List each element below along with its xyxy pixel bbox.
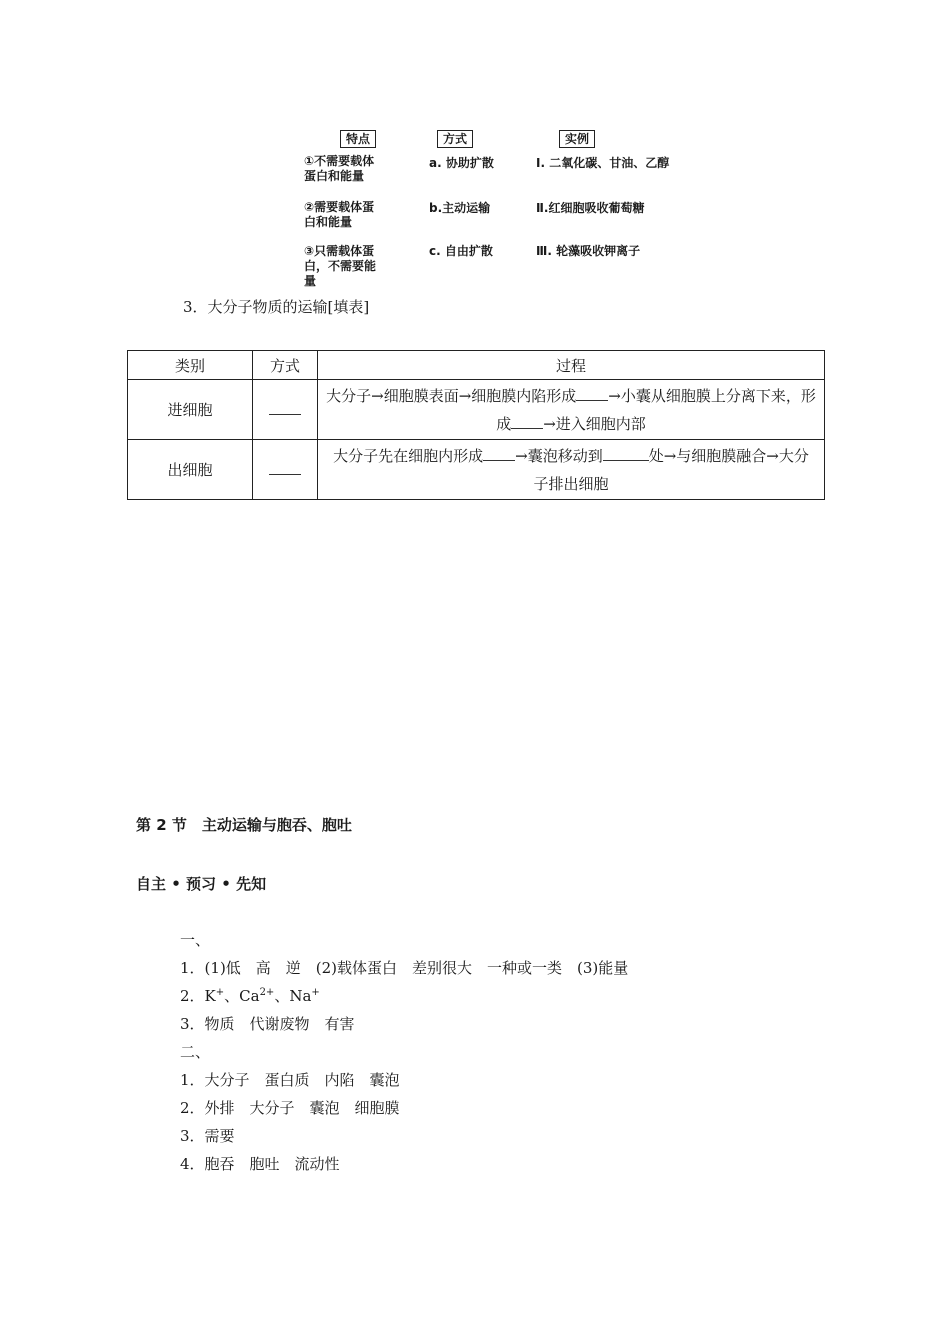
ion-ca: 、Ca	[224, 987, 260, 1005]
example-3: Ⅲ. 轮藻吸收钾离子	[536, 244, 641, 258]
process-text: →囊泡移动到	[515, 446, 603, 465]
process-cell	[318, 380, 825, 440]
ion-na: 、Na	[274, 987, 312, 1005]
fill-blank[interactable]	[576, 388, 608, 401]
section-3-label: 3．大分子物质的运输[填表]	[183, 298, 370, 316]
section-title: 第 2 节 主动运输与胞吞、胞吐	[136, 816, 352, 834]
charge: +	[215, 987, 225, 998]
subsection-title: 自主 • 预习 • 先知	[136, 875, 267, 893]
fill-blank[interactable]	[511, 416, 543, 429]
header-category: 类别	[128, 351, 253, 380]
example-1: Ⅰ. 二氧化碳、甘油、乙醇	[536, 156, 670, 170]
transport-table	[127, 350, 825, 500]
table-row	[128, 380, 825, 440]
method-c: c. 自由扩散	[429, 244, 493, 258]
header-methods: 方式	[437, 130, 473, 148]
process-cell	[318, 440, 825, 500]
method-blank[interactable]	[269, 462, 301, 475]
charge: 2+	[259, 987, 275, 998]
table-row	[128, 440, 825, 500]
part-2-heading: 二、	[180, 1043, 211, 1061]
feature-2: ②需要载体蛋白和能量	[304, 200, 375, 229]
ion-k: 2．K	[180, 987, 216, 1005]
method-a: a. 协助扩散	[429, 156, 494, 170]
answer-line: 3．需要	[180, 1127, 235, 1145]
answer-line: 3．物质 代谢废物 有害	[180, 1015, 355, 1033]
row-category: 进细胞	[128, 380, 253, 440]
feature-1: ①不需要载体蛋白和能量	[304, 154, 375, 183]
answer-line: 1．(1)低 高 逆 (2)载体蛋白 差别很大 一种或一类 (3)能量	[180, 959, 629, 977]
feature-3: ③只需载体蛋白，不需要能量	[304, 244, 377, 288]
charge: +	[311, 987, 320, 998]
answer-line: 1．大分子 蛋白质 内陷 囊泡	[180, 1071, 400, 1089]
process-text: →进入细胞内部	[543, 414, 646, 433]
header-method: 方式	[253, 351, 318, 380]
answer-line: 2．外排 大分子 囊泡 细胞膜	[180, 1099, 400, 1117]
example-2: Ⅱ.红细胞吸收葡萄糖	[536, 201, 645, 215]
table-header-row	[128, 351, 825, 380]
header-examples: 实例	[559, 130, 595, 148]
method-blank[interactable]	[269, 402, 301, 415]
answer-line: 4．胞吞 胞吐 流动性	[180, 1155, 340, 1173]
fill-blank[interactable]	[483, 448, 515, 461]
process-text: 大分子先在细胞内形成	[333, 446, 484, 465]
answer-list	[180, 926, 628, 1178]
process-text: 大分子→细胞膜表面→细胞膜内陷形成	[326, 386, 577, 405]
matching-diagram	[300, 126, 700, 296]
row-category: 出细胞	[128, 440, 253, 500]
method-b: b.主动运输	[429, 201, 491, 215]
method-blank-cell	[253, 380, 318, 440]
answer-line-ions	[180, 982, 628, 1010]
method-blank-cell	[253, 440, 318, 500]
process-text: →小囊从细胞膜上分离下来，形成	[496, 386, 816, 433]
fill-blank[interactable]	[603, 448, 649, 461]
process-text: 处→与细胞膜融合→大分子排出细胞	[533, 446, 809, 493]
header-process: 过程	[318, 351, 825, 380]
header-features: 特点	[340, 130, 376, 148]
part-1-heading: 一、	[180, 931, 211, 949]
